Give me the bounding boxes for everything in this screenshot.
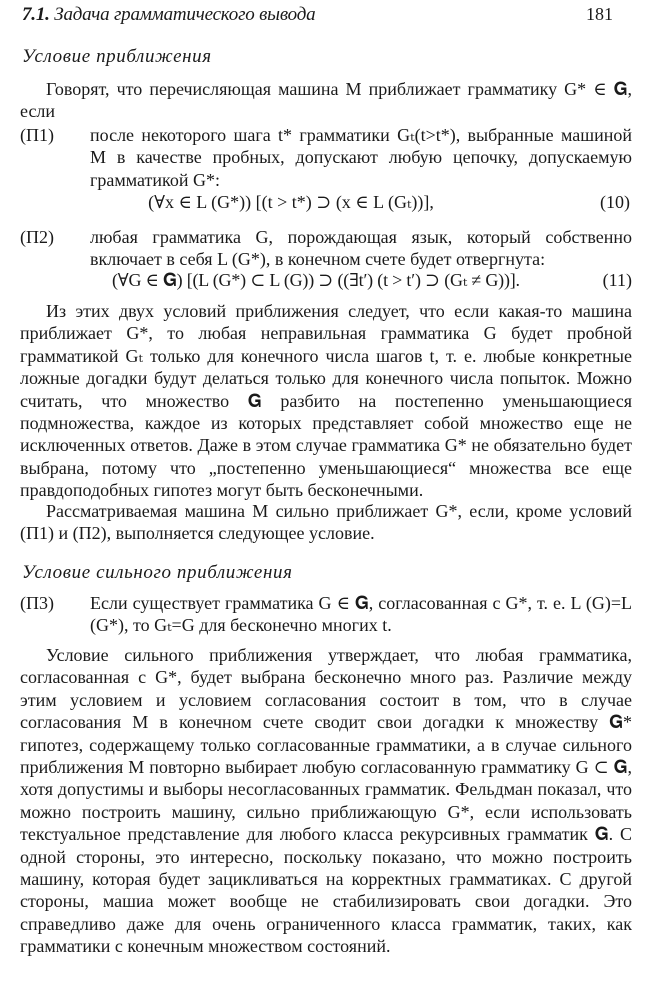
formula-11-expression: (∀G ∈ 𝐆) [(L (G*) ⊂ L (G)) ⊃ ((∃t′) (t > t′) ⊃ (Gₜ ≠ G))]. <box>112 270 520 290</box>
paragraph-2: Рассматриваемая машина M сильно приближает G*, если, кроме условий (П1) и (П2), выполняется следующее условие. <box>20 501 632 544</box>
header-section <box>22 4 315 26</box>
section-number: 7.1. <box>22 4 50 25</box>
intro-paragraph: Говорят, что перечисляющая машина M приближает грамматику G* ∈ 𝐆, если <box>20 79 632 122</box>
formula-10 <box>20 192 632 216</box>
formula-10-expression: (∀x ∈ L (G*)) [(t > t*) ⊃ (x ∈ L (Gₜ))], <box>148 192 434 212</box>
condition-p2-text: любая грамматика G, порождающая язык, который собственно включает в себя L (G*), в конечном счете будет отвергнута: <box>90 227 632 270</box>
formula-11-number: (11) <box>602 270 632 290</box>
condition-p3-text: Если существует грамматика G ∈ 𝐆, согласованная с G*, т. е. L (G)=L (G*), то Gₜ=G для бесконечно многих t. <box>90 593 632 636</box>
page-number: 181 <box>586 4 613 24</box>
section-title: Задача грамматического вывода <box>54 4 316 25</box>
subheading-strong-approximation: Условие сильного приближения <box>22 562 293 583</box>
running-header <box>22 4 627 30</box>
paragraph-1: Из этих двух условий приближения следует, что если какая-то машина приближает G*, то любая неправильная грамматика G будет пробной грамматикой Gₜ только для конечного числа шагов t, т. е. любые конкретные ложные догадки будут делаться только для конечного числа попыток. Можно считать, что множество 𝐆 разбито на постепенно уменьшающиеся подмножества, каждое из которых представляет собой множество еще не исключенных ответов. Даже в этом случае грамматика G* не обязательно будет выбрана, потому что „постепенно уменьшающиеся“ множества все еще правдоподобных гипотез могут быть бесконечными. <box>20 301 632 501</box>
condition-p1-text: после некоторого шага t* грамматики Gₜ(t>t*), выбранные машиной M в качестве пробных, допускают любую цепочку, допускаемую грамматикой G*: <box>90 125 632 190</box>
formula-11 <box>20 270 632 294</box>
condition-p2 <box>20 226 632 271</box>
condition-p1 <box>20 124 632 191</box>
subheading-approximation: Условие приближения <box>22 46 212 67</box>
formula-10-number: (10) <box>600 192 630 212</box>
condition-p1-label: (П1) <box>20 125 54 145</box>
paragraph-3: Условие сильного приближения утверждает, что любая грамматика, согласованная с G*, будет выбрана бесконечно много раз. Различие между этим условием и условием согласования состоит в том, что в случае согласования M в конечном счете сводит свои догадки к множеству 𝐆* гипотез, содержащему только согласованные грамматики, а в случае сильного приближения M повторно выбирает любую согласованную грамматику G ⊂ 𝐆, хотя допустимы и выборы несогласованных грамматик. Фельдман показал, что можно построить машину, сильно приближающую G*, если использовать текстуальное представление для любого класса рекурсивных грамматик 𝐆. С одной стороны, это интересно, поскольку показано, что можно построить машину, которая будет зацикливаться на корректных грамматиках. С другой стороны, машиа может вообще не стабилизировать свои догадки. Это справедливо даже для очень ограниченного класса грамматик, таких, как грамматики с конечным множеством состояний. <box>20 645 632 957</box>
condition-p2-label: (П2) <box>20 227 54 247</box>
condition-p3 <box>20 592 632 637</box>
condition-p3-label: (П3) <box>20 593 54 613</box>
